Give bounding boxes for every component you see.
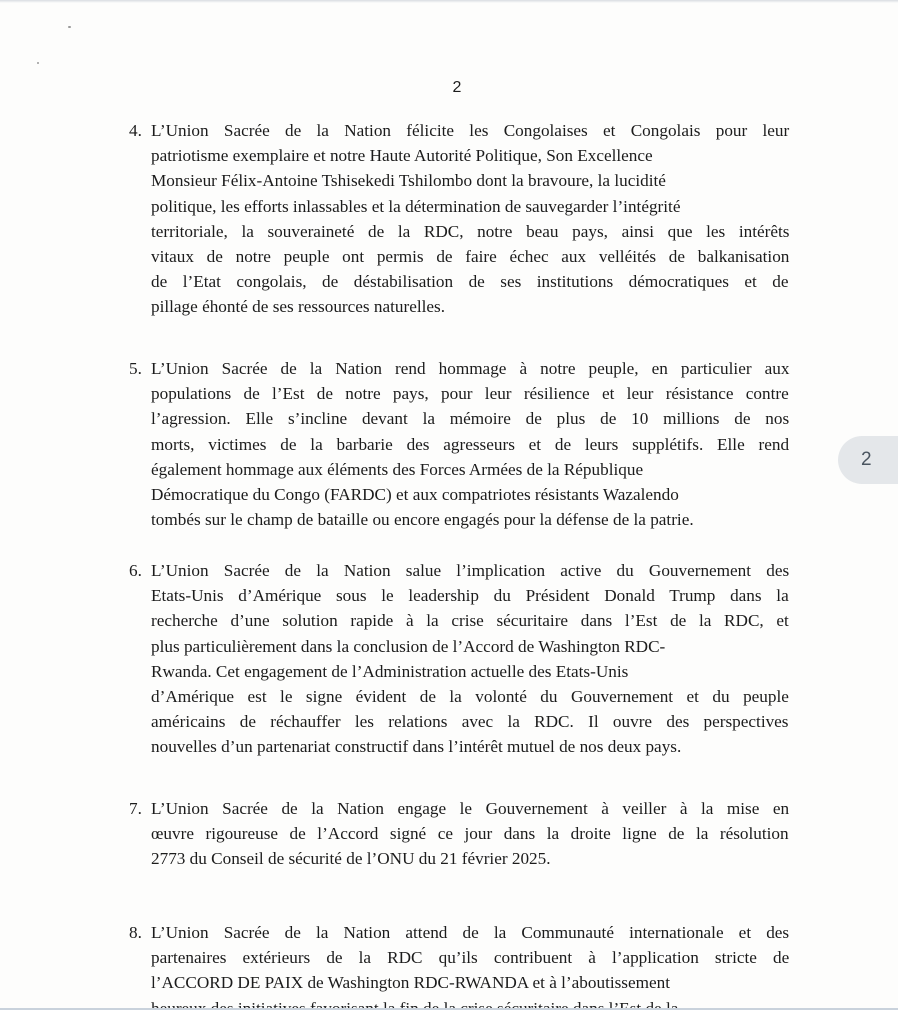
item-text [151,796,789,872]
scan-speck [37,62,39,64]
item-number: 6. [129,561,142,580]
text-line: d’Amérique est le signe évident de la volonté du Gouvernement et du peuple [151,687,789,707]
page-indicator-badge[interactable]: 2 [838,436,898,484]
text-line: l’agression. Elle s’incline devant la mémoire de plus de 10 millions de nos [151,409,790,429]
item-number: 7. [129,799,142,818]
paragraph-item-5 [129,356,789,532]
page-number: 2 [452,79,462,96]
text-line: politique, les efforts inlassables et la détermination de sauvegarder l’intégrité [151,196,681,216]
paragraph-item-8 [129,920,789,1021]
text-line: pillage éhonté de ses ressources naturelles. [151,297,445,317]
item-number: 8. [129,923,142,942]
text-line: L’Union Sacrée de la Nation salue l’implication active du Gouvernement des [151,561,790,580]
text-line: vitaux de notre peuple ont permis de faire échec aux velléités de balkanisation [151,247,790,267]
item-number: 4. [129,121,142,140]
text-line: populations de l’Est de notre pays, pour leur résilience et leur résistance contre [151,384,789,404]
text-line: partenaires extérieurs de la RDC qu’ils contribuent à l’application stricte de [151,948,790,968]
text-line: L’Union Sacrée de la Nation rend hommage à notre peuple, en particulier aux [151,359,790,378]
text-line: nouvelles d’un partenariat constructif dans l’intérêt mutuel de nos deux pays. [151,737,682,757]
text-line: recherche d’une solution rapide à la crise sécuritaire dans l’Est de la RDC, et [151,611,789,631]
item-text [151,920,789,1021]
text-line: 2773 du Conseil de sécurité de l’ONU du 21 février 2025. [151,849,551,869]
item-number: 5. [129,359,142,378]
text-line: L’Union Sacrée de la Nation félicite les Congolaises et Congolais pour leur [151,121,790,140]
paragraph-item-4 [129,118,789,320]
text-line: plus particulièrement dans la conclusion de l’Accord de Washington RDC- [151,636,666,656]
item-text [151,558,789,760]
text-line: de l’Etat congolais, de déstabilisation de ses institutions démocratiques et de [151,272,789,292]
paragraph-item-6 [129,558,789,760]
text-line: l’ACCORD DE PAIX de Washington RDC-RWANDA et à l’aboutissement [151,973,670,993]
text-line: Démocratique du Congo (FARDC) et aux compatriotes résistants Wazalendo [151,485,679,505]
item-text [151,118,789,320]
text-line: tombés sur le champ de bataille ou encore engagés pour la défense de la patrie. [151,510,694,530]
text-line: patriotisme exemplaire et notre Haute Autorité Politique, Son Excellence [151,146,653,166]
text-line: également hommage aux éléments des Forces Armées de la République [151,459,644,479]
top-edge [0,0,898,3]
text-line: Etats-Unis d’Amérique sous le leadership du Président Donald Trump dans la [151,586,789,606]
text-line: territoriale, la souveraineté de la RDC, notre beau pays, ainsi que les intérêts [151,221,790,241]
text-line: Monsieur Félix-Antoine Tshisekedi Tshilombo dont la bravoure, la lucidité [151,171,666,191]
paragraph-item-7 [129,796,789,872]
text-line: L’Union Sacrée de la Nation engage le Gouvernement à veiller à la mise en [151,799,790,818]
text-line: américains de réchauffer les relations avec la RDC. Il ouvre des perspectives [151,712,789,732]
viewer-bottom-area [0,1010,898,1024]
text-line: œuvre rigoureuse de l’Accord signé ce jour dans la droite ligne de la résolution [151,824,789,844]
text-line: L’Union Sacrée de la Nation attend de la Communauté internationale et des [151,923,790,942]
scan-speck [68,26,71,28]
text-line: Rwanda. Cet engagement de l’Administration actuelle des Etats-Unis [151,661,629,681]
item-text [151,356,789,532]
text-line: morts, victimes de la barbarie des agresseurs et de leurs supplétifs. Elle rend [151,434,790,454]
